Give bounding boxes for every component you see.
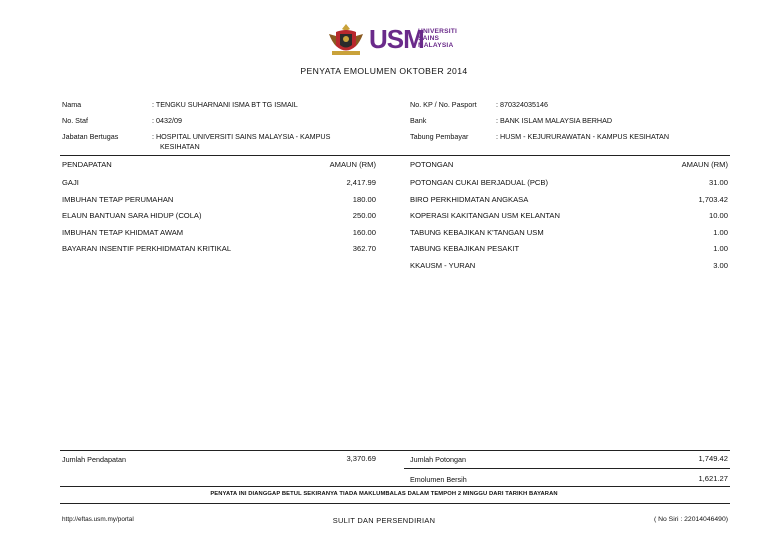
info-value-tabung: : HUSM - KEJURURAWATAN - KAMPUS KESIHATAN (496, 132, 670, 141)
university-crest-icon (326, 22, 366, 58)
divider-totals (60, 450, 730, 451)
university-name-line3: MALAYSIA (418, 42, 454, 49)
info-label-bank: Bank (410, 116, 427, 125)
university-name-line1: UNIVERSITI (418, 28, 458, 35)
info-label-tabung: Tabung Pembayar (410, 132, 469, 141)
info-value-nokp: : 870324035146 (496, 100, 548, 109)
deductions-row-amount: 10.00 (708, 211, 728, 220)
deductions-row-amount: 1.00 (713, 228, 728, 237)
earnings-row-amount: 250.00 (352, 211, 376, 220)
divider-net (404, 468, 730, 469)
deductions-row-amount: 3.00 (713, 261, 728, 270)
total-earnings-value: 3,370.69 (346, 454, 376, 463)
info-label-nama: Nama (62, 100, 82, 109)
footer-confidential: SULIT DAN PERSENDIRIAN (332, 516, 436, 525)
earnings-row-amount: 362.70 (352, 244, 376, 253)
info-label-nokp: No. KP / No. Pasport (410, 100, 477, 109)
divider-top (60, 155, 730, 156)
earnings-header: PENDAPATAN (62, 160, 112, 169)
earnings-row-amount: 160.00 (352, 228, 376, 237)
deductions-amount-header: AMAUN (RM) (681, 160, 728, 169)
footer-serial: ( No Siri : 22014046490) (653, 516, 728, 523)
deductions-row-label: BIRO PERKHIDMATAN ANGKASA (410, 195, 529, 204)
usm-logo: USM (369, 24, 424, 54)
earnings-amount-header: AMAUN (RM) (329, 160, 376, 169)
earnings-row-label: GAJI (62, 178, 79, 187)
deductions-row-amount: 1.00 (713, 244, 728, 253)
earnings-row-label: IMBUHAN TETAP PERUMAHAN (62, 195, 174, 204)
earnings-row-label: ELAUN BANTUAN SARA HIDUP (COLA) (62, 211, 202, 220)
total-earnings-label: Jumlah Pendapatan (62, 455, 126, 464)
net-label: Emolumen Bersih (410, 475, 467, 484)
info-label-nostaf: No. Staf (62, 116, 88, 125)
info-value-jabatan: : HOSPITAL UNIVERSITI SAINS MALAYSIA - KAMPUS (152, 132, 331, 141)
earnings-row-amount: 180.00 (352, 195, 376, 204)
deductions-row-amount: 1,703.42 (698, 195, 728, 204)
info-value-nostaf: : 0432/09 (152, 116, 182, 125)
footer-notice: PENYATA INI DIANGGAP BETUL SEKIRANYA TIADA MAKLUMBALAS DALAM TEMPOH 2 MINGGU DARI TARIKH BAYARAN (210, 491, 558, 497)
info-value-bank: : BANK ISLAM MALAYSIA BERHAD (496, 116, 613, 125)
earnings-row-label: IMBUHAN TETAP KHIDMAT AWAM (62, 228, 184, 237)
info-value-nama: : TENGKU SUHARNANI ISMA BT TG ISMAIL (152, 100, 298, 109)
divider-footer (60, 486, 730, 487)
university-name (418, 28, 457, 49)
deductions-header: POTONGAN (410, 160, 454, 169)
net-value: 1,621.27 (698, 474, 728, 483)
deductions-row-label: POTONGAN CUKAI BERJADUAL (PCB) (410, 178, 548, 187)
divider-bottom (60, 503, 730, 504)
footer-url: http://eftas.usm.my/portal (62, 516, 134, 523)
earnings-row-amount: 2,417.99 (346, 178, 376, 187)
deductions-row-label: KOPERASI KAKITANGAN USM KELANTAN (410, 211, 560, 220)
page-title: PENYATA EMOLUMEN OKTOBER 2014 (300, 66, 468, 76)
total-deductions-value: 1,749.42 (698, 454, 728, 463)
deductions-row-amount: 31.00 (708, 178, 728, 187)
info-label-jabatan: Jabatan Bertugas (62, 132, 119, 141)
deductions-row-label: KKAUSM - YURAN (410, 261, 476, 270)
info-value-jabatan-line2: KESIHATAN (160, 142, 200, 151)
total-deductions-label: Jumlah Potongan (410, 455, 466, 464)
deductions-row-label: TABUNG KEBAJIKAN K'TANGAN USM (410, 228, 544, 237)
university-name-line2: SAINS (418, 35, 440, 42)
earnings-row-label: BAYARAN INSENTIF PERKHIDMATAN KRITIKAL (62, 244, 232, 253)
deductions-row-label: TABUNG KEBAJIKAN PESAKIT (410, 244, 520, 253)
